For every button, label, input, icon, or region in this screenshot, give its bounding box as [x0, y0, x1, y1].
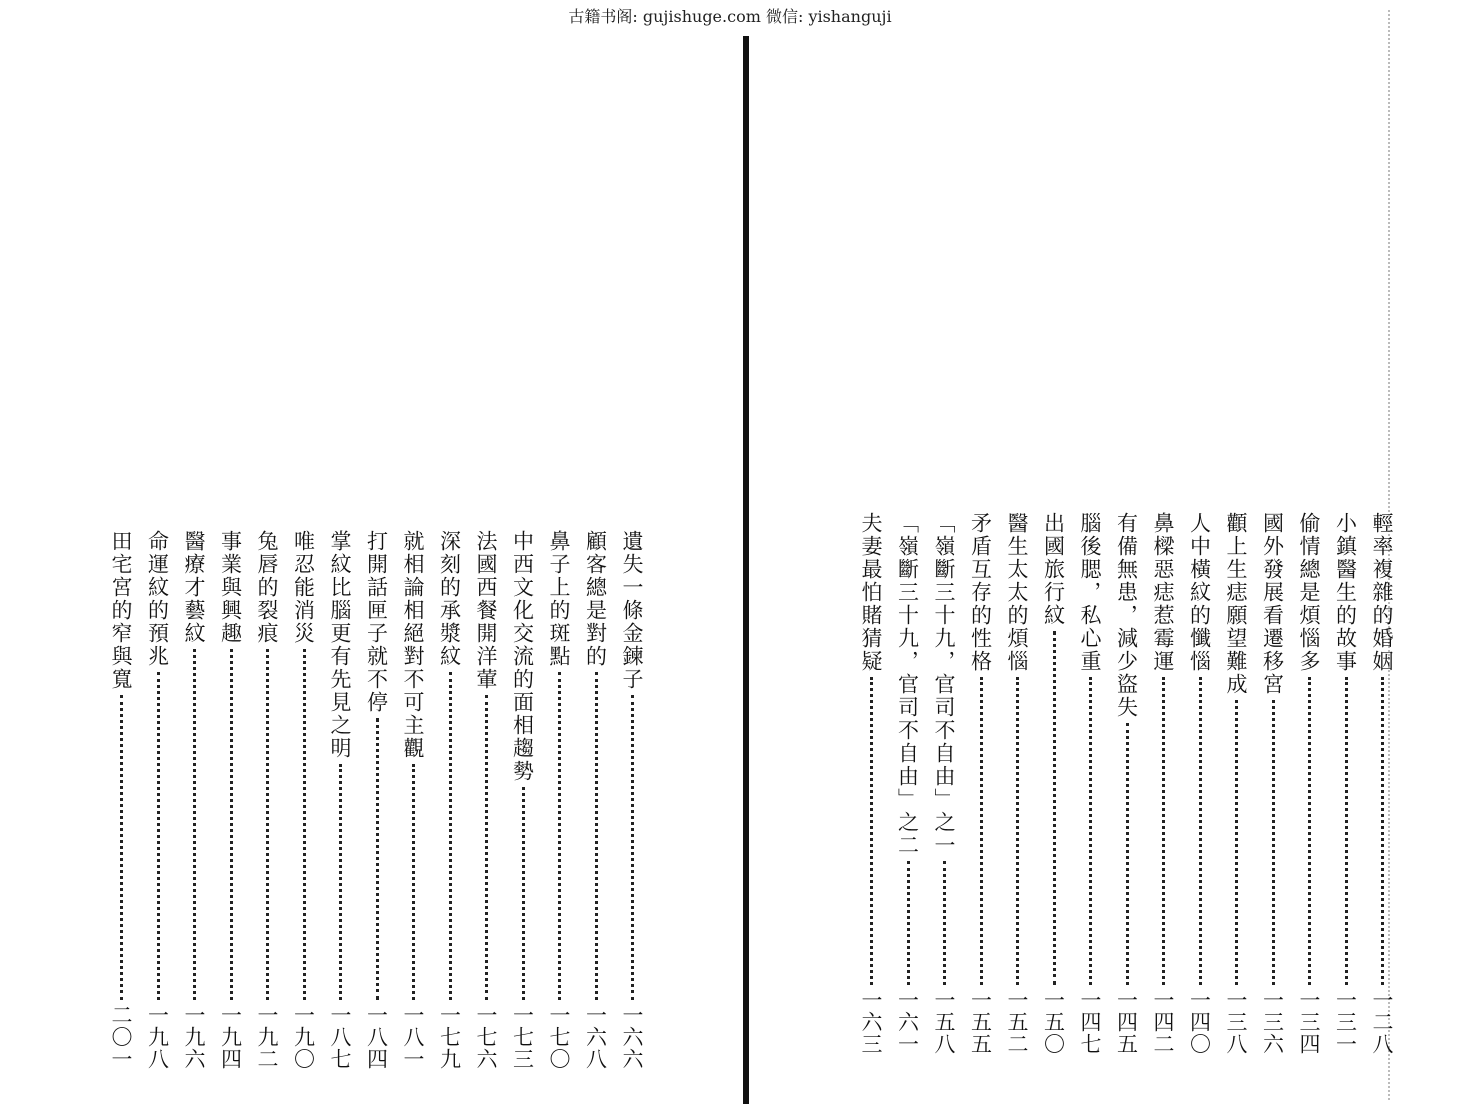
- toc-entry: [1078, 512, 1102, 1055]
- toc-entry-title: 矛盾互存的性格: [968, 512, 993, 673]
- toc-entry: [255, 530, 279, 1070]
- toc-dot-leader: [943, 861, 946, 985]
- toc-entry-title: 醫生太太的煩惱: [1005, 512, 1029, 673]
- toc-entry-page: 一五五: [968, 989, 993, 1055]
- toc-entry: [401, 530, 425, 1070]
- toc-entry: [182, 530, 206, 1070]
- toc-entry: [1188, 512, 1212, 1055]
- toc-dot-leader: [303, 649, 306, 1000]
- toc-dot-leader: [412, 764, 415, 1000]
- toc-dot-leader: [522, 787, 525, 1000]
- toc-entry-title: 中西文化交流的面相趨勢: [510, 530, 535, 783]
- toc-entry: [969, 512, 993, 1055]
- toc-entry: [932, 512, 956, 1055]
- toc-entry-page: 一三四: [1297, 989, 1321, 1055]
- toc-entry: [1151, 512, 1175, 1055]
- toc-entry-page: 二〇一: [109, 1004, 133, 1070]
- toc-entry: [1261, 512, 1285, 1055]
- toc-entry-page: 一七〇: [547, 1004, 571, 1070]
- toc-entry-title: 輕率複雜的婚姻: [1370, 512, 1394, 673]
- toc-entry: [511, 530, 535, 1070]
- toc-entry-page: 一五二: [1005, 989, 1029, 1055]
- toc-dot-leader: [1381, 677, 1384, 985]
- toc-dot-leader: [1089, 677, 1092, 985]
- toc-entry-page: 一五八: [932, 989, 956, 1055]
- toc-entry-page: 一九八: [145, 1004, 170, 1070]
- toc-entry-page: 一六八: [583, 1004, 608, 1070]
- toc-entry-page: 一二八: [1370, 989, 1394, 1055]
- toc-entry: [896, 512, 920, 1055]
- toc-entry-title: 夫妻最怕賭猜疑: [859, 512, 883, 673]
- toc-entry-title: 顴上生痣願望難成: [1224, 512, 1248, 696]
- toc-entry: [146, 530, 170, 1070]
- toc-dot-leader: [193, 649, 196, 1000]
- toc-entry-title: 腦後腮，私心重: [1078, 512, 1102, 673]
- toc-dot-leader: [1235, 700, 1238, 985]
- toc-entry-title: 「嶺斷三十九，官司不自由」之二: [895, 512, 920, 857]
- toc-entry-page: 一九四: [218, 1004, 243, 1070]
- toc-entry-title: 「嶺斷三十九，官司不自由」之一: [932, 512, 956, 857]
- toc-entry-page: 一九二: [255, 1004, 279, 1070]
- toc-entry-page: 一三六: [1260, 989, 1285, 1055]
- toc-entry-title: 兔唇的裂痕: [255, 530, 279, 645]
- toc-entry: [1334, 512, 1358, 1055]
- toc-dot-leader: [1162, 677, 1165, 985]
- toc-entry-page: 一四二: [1151, 989, 1175, 1055]
- toc-dot-leader: [1199, 677, 1202, 985]
- toc-entry: [109, 530, 133, 1070]
- toc-entry-page: 一七六: [474, 1004, 498, 1070]
- toc-entry-title: 就相論相絕對不可主觀: [401, 530, 425, 760]
- toc-entry-page: 一八七: [328, 1004, 352, 1070]
- toc-entry-title: 小鎮醫生的故事: [1333, 512, 1358, 673]
- toc-dot-leader: [907, 861, 910, 985]
- toc-entry-page: 一九六: [182, 1004, 206, 1070]
- toc-entry-page: 一五〇: [1041, 989, 1066, 1055]
- toc-entry: [1115, 512, 1139, 1055]
- toc-entry-title: 有備無患，減少盜失: [1114, 512, 1139, 719]
- toc-entry-page: 一六六: [620, 1004, 644, 1070]
- toc-dot-leader: [1126, 723, 1129, 985]
- toc-entry: [1042, 512, 1066, 1055]
- toc-entry-title: 田宅宮的窄與寬: [109, 530, 133, 691]
- toc-entry-page: 一六一: [895, 989, 920, 1055]
- toc-entry: [1297, 512, 1321, 1055]
- toc-entry-title: 國外發展看遷移宮: [1260, 512, 1285, 696]
- toc-dot-leader: [485, 695, 488, 1000]
- toc-dot-leader: [1308, 677, 1311, 985]
- toc-entry-title: 人中橫紋的懺惱: [1187, 512, 1212, 673]
- toc-entry-page: 一七九: [437, 1004, 462, 1070]
- toc-dot-leader: [449, 672, 452, 1000]
- toc-entry: [547, 530, 571, 1070]
- toc-entry-title: 遺失一條金鍊子: [620, 530, 644, 691]
- toc-entry-title: 打開話匣子就不停: [364, 530, 389, 714]
- toc-dot-leader: [595, 672, 598, 1000]
- toc-dot-leader: [870, 677, 873, 985]
- toc-dot-leader: [1053, 631, 1056, 985]
- toc-entry: [219, 530, 243, 1070]
- toc-entry: [584, 530, 608, 1070]
- toc-entry-page: 一八一: [401, 1004, 425, 1070]
- toc-entry-title: 顧客總是對的: [583, 530, 608, 668]
- toc-entry-title: 法國西餐開洋葷: [474, 530, 498, 691]
- toc-entry: [1370, 512, 1394, 1055]
- toc-dot-leader: [266, 649, 269, 1000]
- toc-entry: [365, 530, 389, 1070]
- toc-dot-leader: [157, 672, 160, 1000]
- toc-entry-title: 出國旅行紋: [1041, 512, 1066, 627]
- toc-dot-leader: [631, 695, 634, 1000]
- toc-entry-title: 事業與興趣: [218, 530, 243, 645]
- watermark: 古籍书阁: gujishuge.com 微信: yishanguji: [568, 7, 892, 26]
- toc-entry: [859, 512, 883, 1055]
- toc-entry-page: 一四〇: [1187, 989, 1212, 1055]
- toc-entry: [620, 530, 644, 1070]
- toc-entry-title: 鼻樑惡痣惹霉運: [1151, 512, 1175, 673]
- toc-dot-leader: [120, 695, 123, 1000]
- toc-entry-title: 掌紋比腦更有先見之明: [328, 530, 352, 760]
- toc-entry: [474, 530, 498, 1070]
- toc-dot-leader: [1345, 677, 1348, 985]
- toc-entry: [292, 530, 316, 1070]
- toc-entry: [438, 530, 462, 1070]
- toc-entry-title: 深刻的承漿紋: [437, 530, 462, 668]
- toc-entry-title: 命運紋的預兆: [145, 530, 170, 668]
- toc-entry-page: 一四五: [1114, 989, 1139, 1055]
- toc-entry-page: 一六三: [859, 989, 883, 1055]
- toc-entry-page: 一三一: [1333, 989, 1358, 1055]
- toc-entry-page: 一四七: [1078, 989, 1102, 1055]
- toc-entry: [328, 530, 352, 1070]
- toc-dot-leader: [339, 764, 342, 1000]
- toc-dot-leader: [376, 718, 379, 1000]
- toc-entry-title: 唯忍能消災: [291, 530, 316, 645]
- toc-entry-page: 一八四: [364, 1004, 389, 1070]
- toc-entry-title: 醫療才藝紋: [182, 530, 206, 645]
- toc-entry-title: 鼻子上的斑點: [547, 530, 571, 668]
- toc-entry-page: 一七三: [510, 1004, 535, 1070]
- toc-entry-title: 偷情總是煩惱多: [1297, 512, 1321, 673]
- toc-entry: [1224, 512, 1248, 1055]
- toc-dot-leader: [230, 649, 233, 1000]
- toc-entry-page: 一三八: [1224, 989, 1248, 1055]
- book-spine: [743, 36, 749, 1104]
- toc-dot-leader: [980, 677, 983, 985]
- toc-dot-leader: [1016, 677, 1019, 985]
- toc-entry-page: 一九〇: [291, 1004, 316, 1070]
- toc-dot-leader: [558, 672, 561, 1000]
- toc-dot-leader: [1272, 700, 1275, 985]
- toc-entry: [1005, 512, 1029, 1055]
